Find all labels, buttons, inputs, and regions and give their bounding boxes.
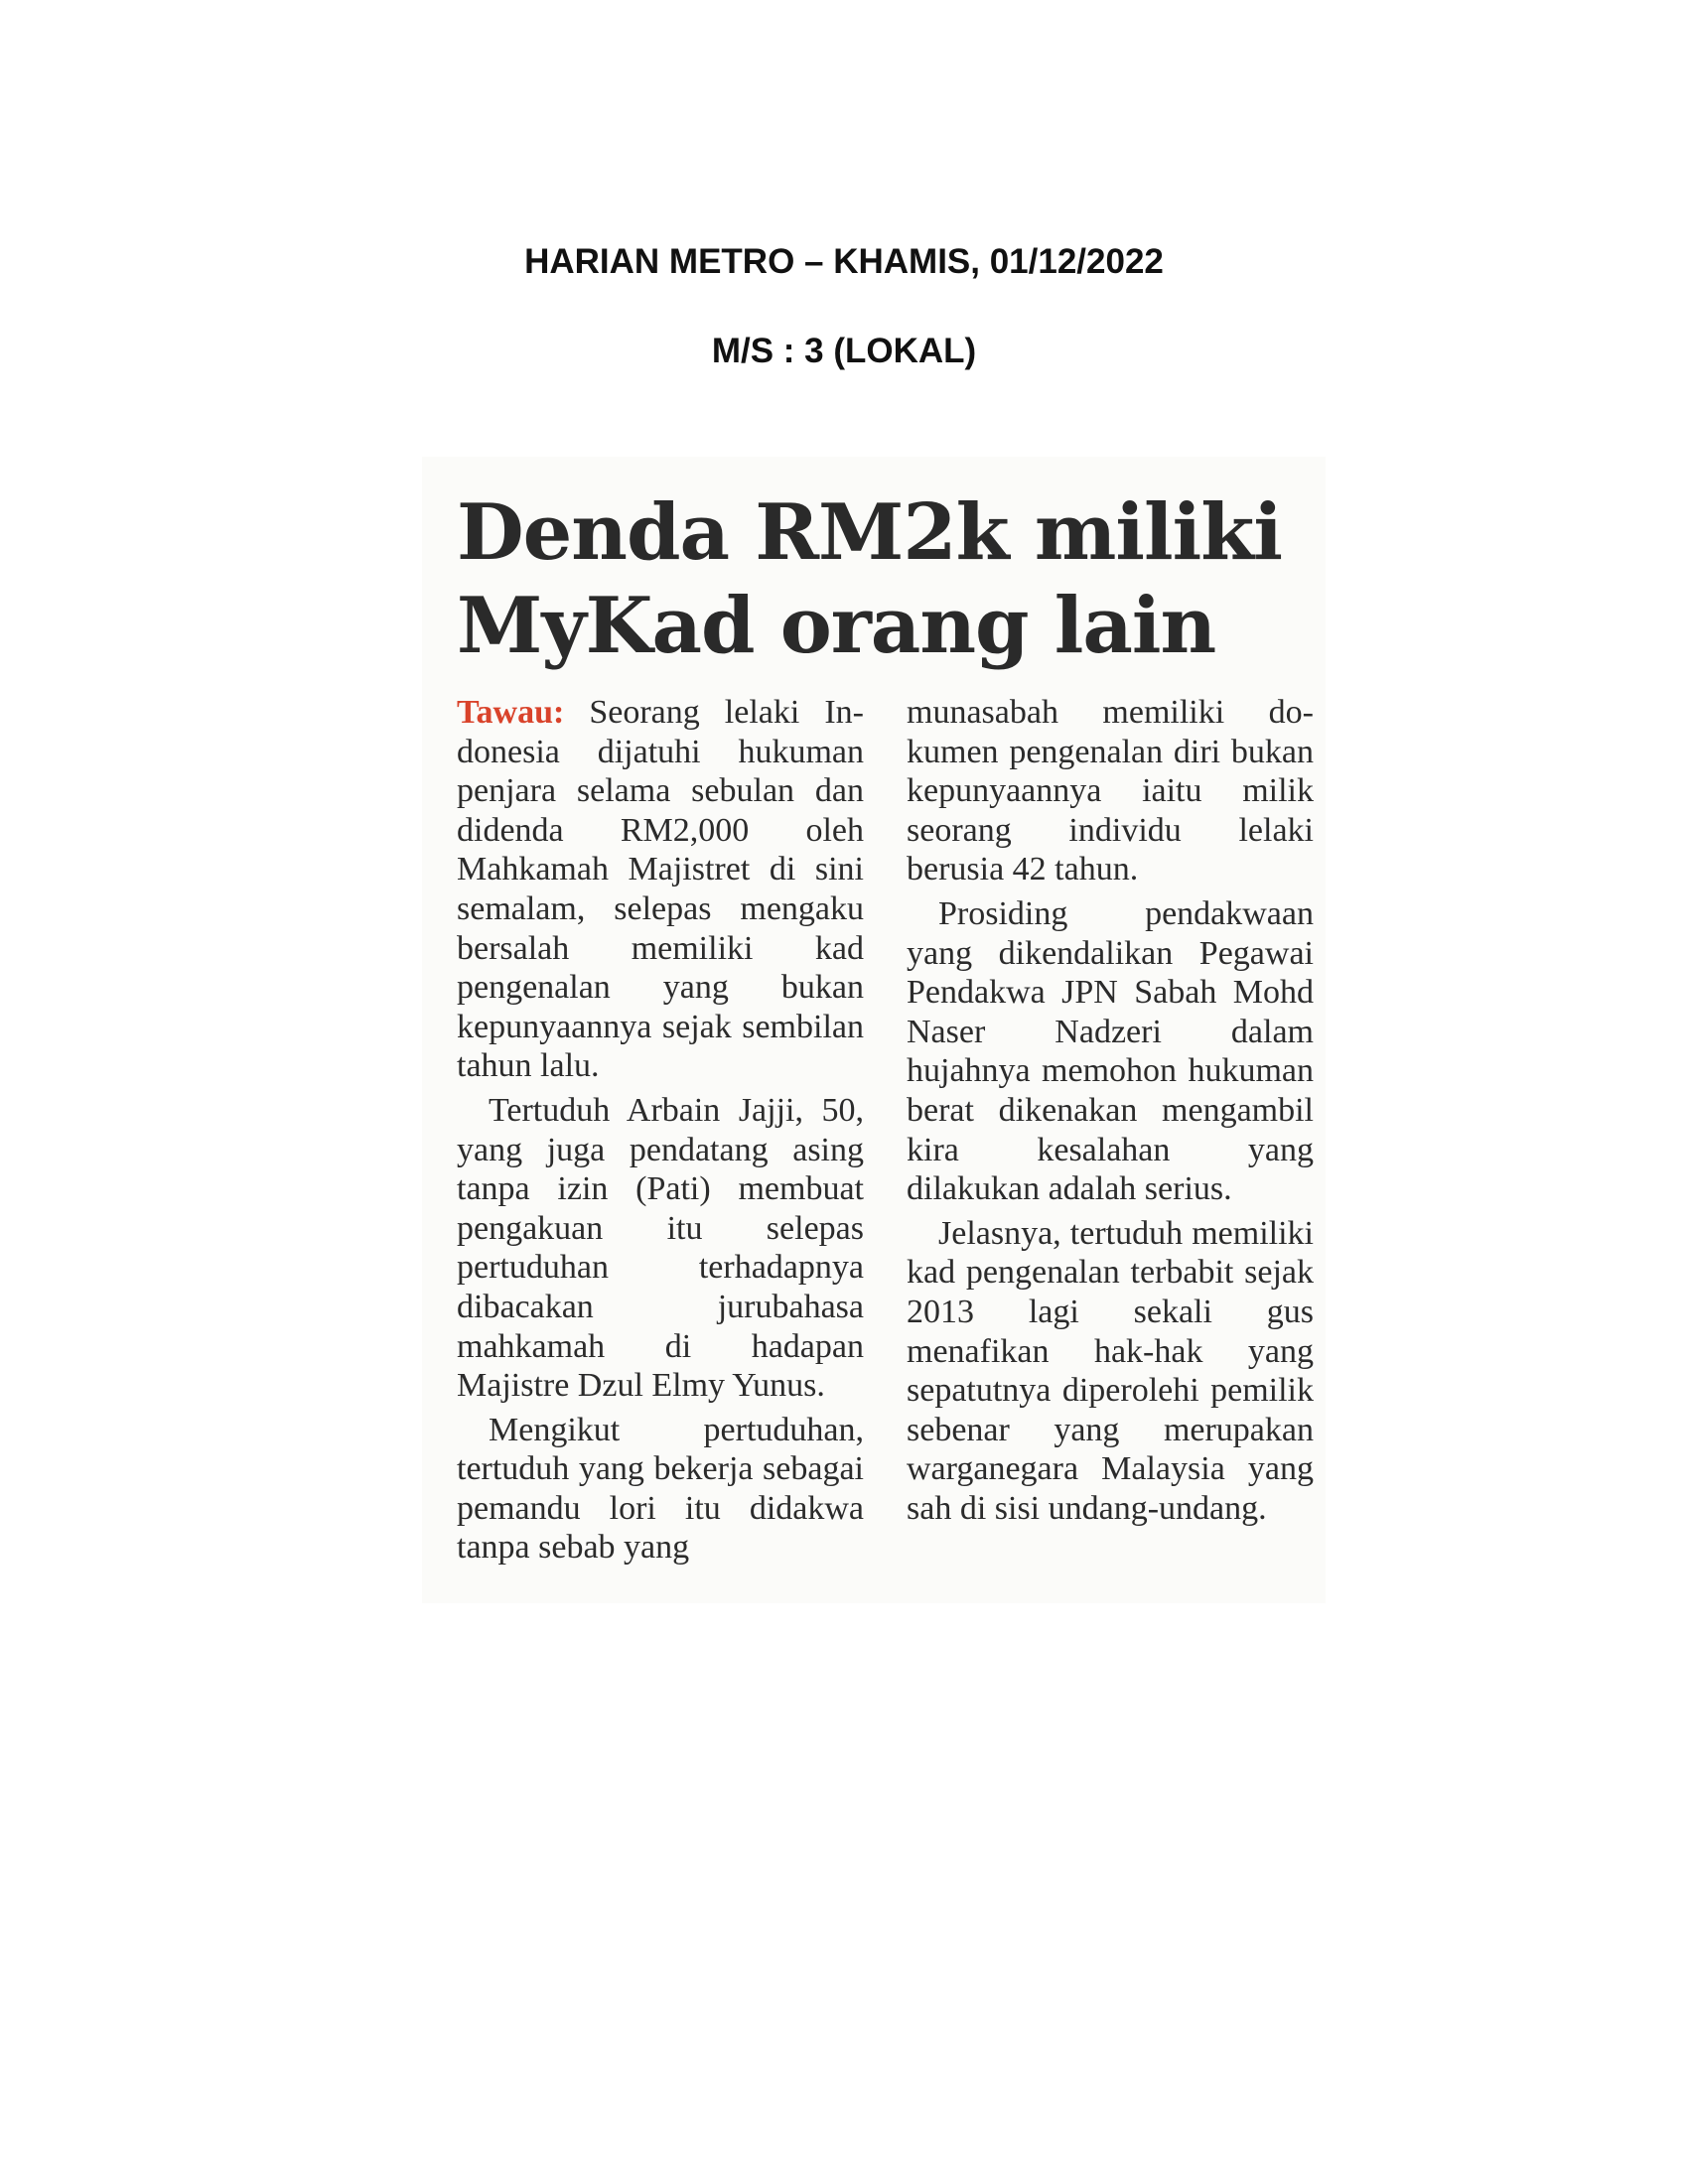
article-paragraph-4: Prosiding pendakwaan yang dikendalikan Pegawai Pendakwa JPN Sabah Mohd Naser Nadzeri dalam hujahnya memohon hukuman berat dikenakan mengambil kira kesalahan yang dilakukan adalah serius. — [907, 894, 1314, 1208]
article-column-left — [457, 693, 864, 1572]
publication-header: HARIAN METRO – KHAMIS, 01/12/2022 — [524, 242, 1164, 281]
article-paragraph-1 — [457, 693, 864, 1086]
page-section-label: M/S : 3 (LOKAL) — [711, 332, 977, 370]
newspaper-clipping — [422, 457, 1326, 1603]
article-dateline: Tawau: — [457, 694, 565, 731]
article-headline — [457, 486, 1311, 673]
paragraph-1-body: Seorang lelaki Indonesia dijatuhi hukuman penjara selama sebulan dan didenda RM2,000 oleh Mahkamah Majistret di sini semalam, selepas mengaku bersalah memiliki kad pengenalan yang bukan kepunyaannya sejak sembilan tahun lalu. — [457, 694, 864, 1085]
article-paragraph-5: Jelasnya, tertuduh memiliki kad pengenalan terbabit sejak 2013 lagi sekali gus menafikan hak-hak yang sepatutnya diperolehi pemilik sebenar yang merupakan warganegara Malaysia yang sah di sisi undang-undang. — [907, 1214, 1314, 1527]
headline-line-2: MyKad orang lain — [457, 581, 1216, 671]
headline-line-1: Denda RM2k miliki — [457, 487, 1282, 578]
article-paragraph-3: Mengikut pertuduhan, tertuduh yang bekerja sebagai pemandu lori itu didakwa tanpa sebab yang — [457, 1411, 864, 1567]
article-column-right — [907, 693, 1314, 1533]
article-paragraph-3-continued: munasabah memiliki dokumen pengenalan diri bukan kepunyaannya iaitu milik seorang individu lelaki berusia 42 tahun. — [907, 694, 1314, 888]
article-paragraph-2: Tertuduh Arbain Jajji, 50, yang juga pendatang asing tanpa izin (Pati) membuat pengakuan itu selepas pertuduhan terhadapnya dibacakan jurubahasa mahkamah di hadapan Majistre Dzul Elmy Yunus. — [457, 1091, 864, 1405]
